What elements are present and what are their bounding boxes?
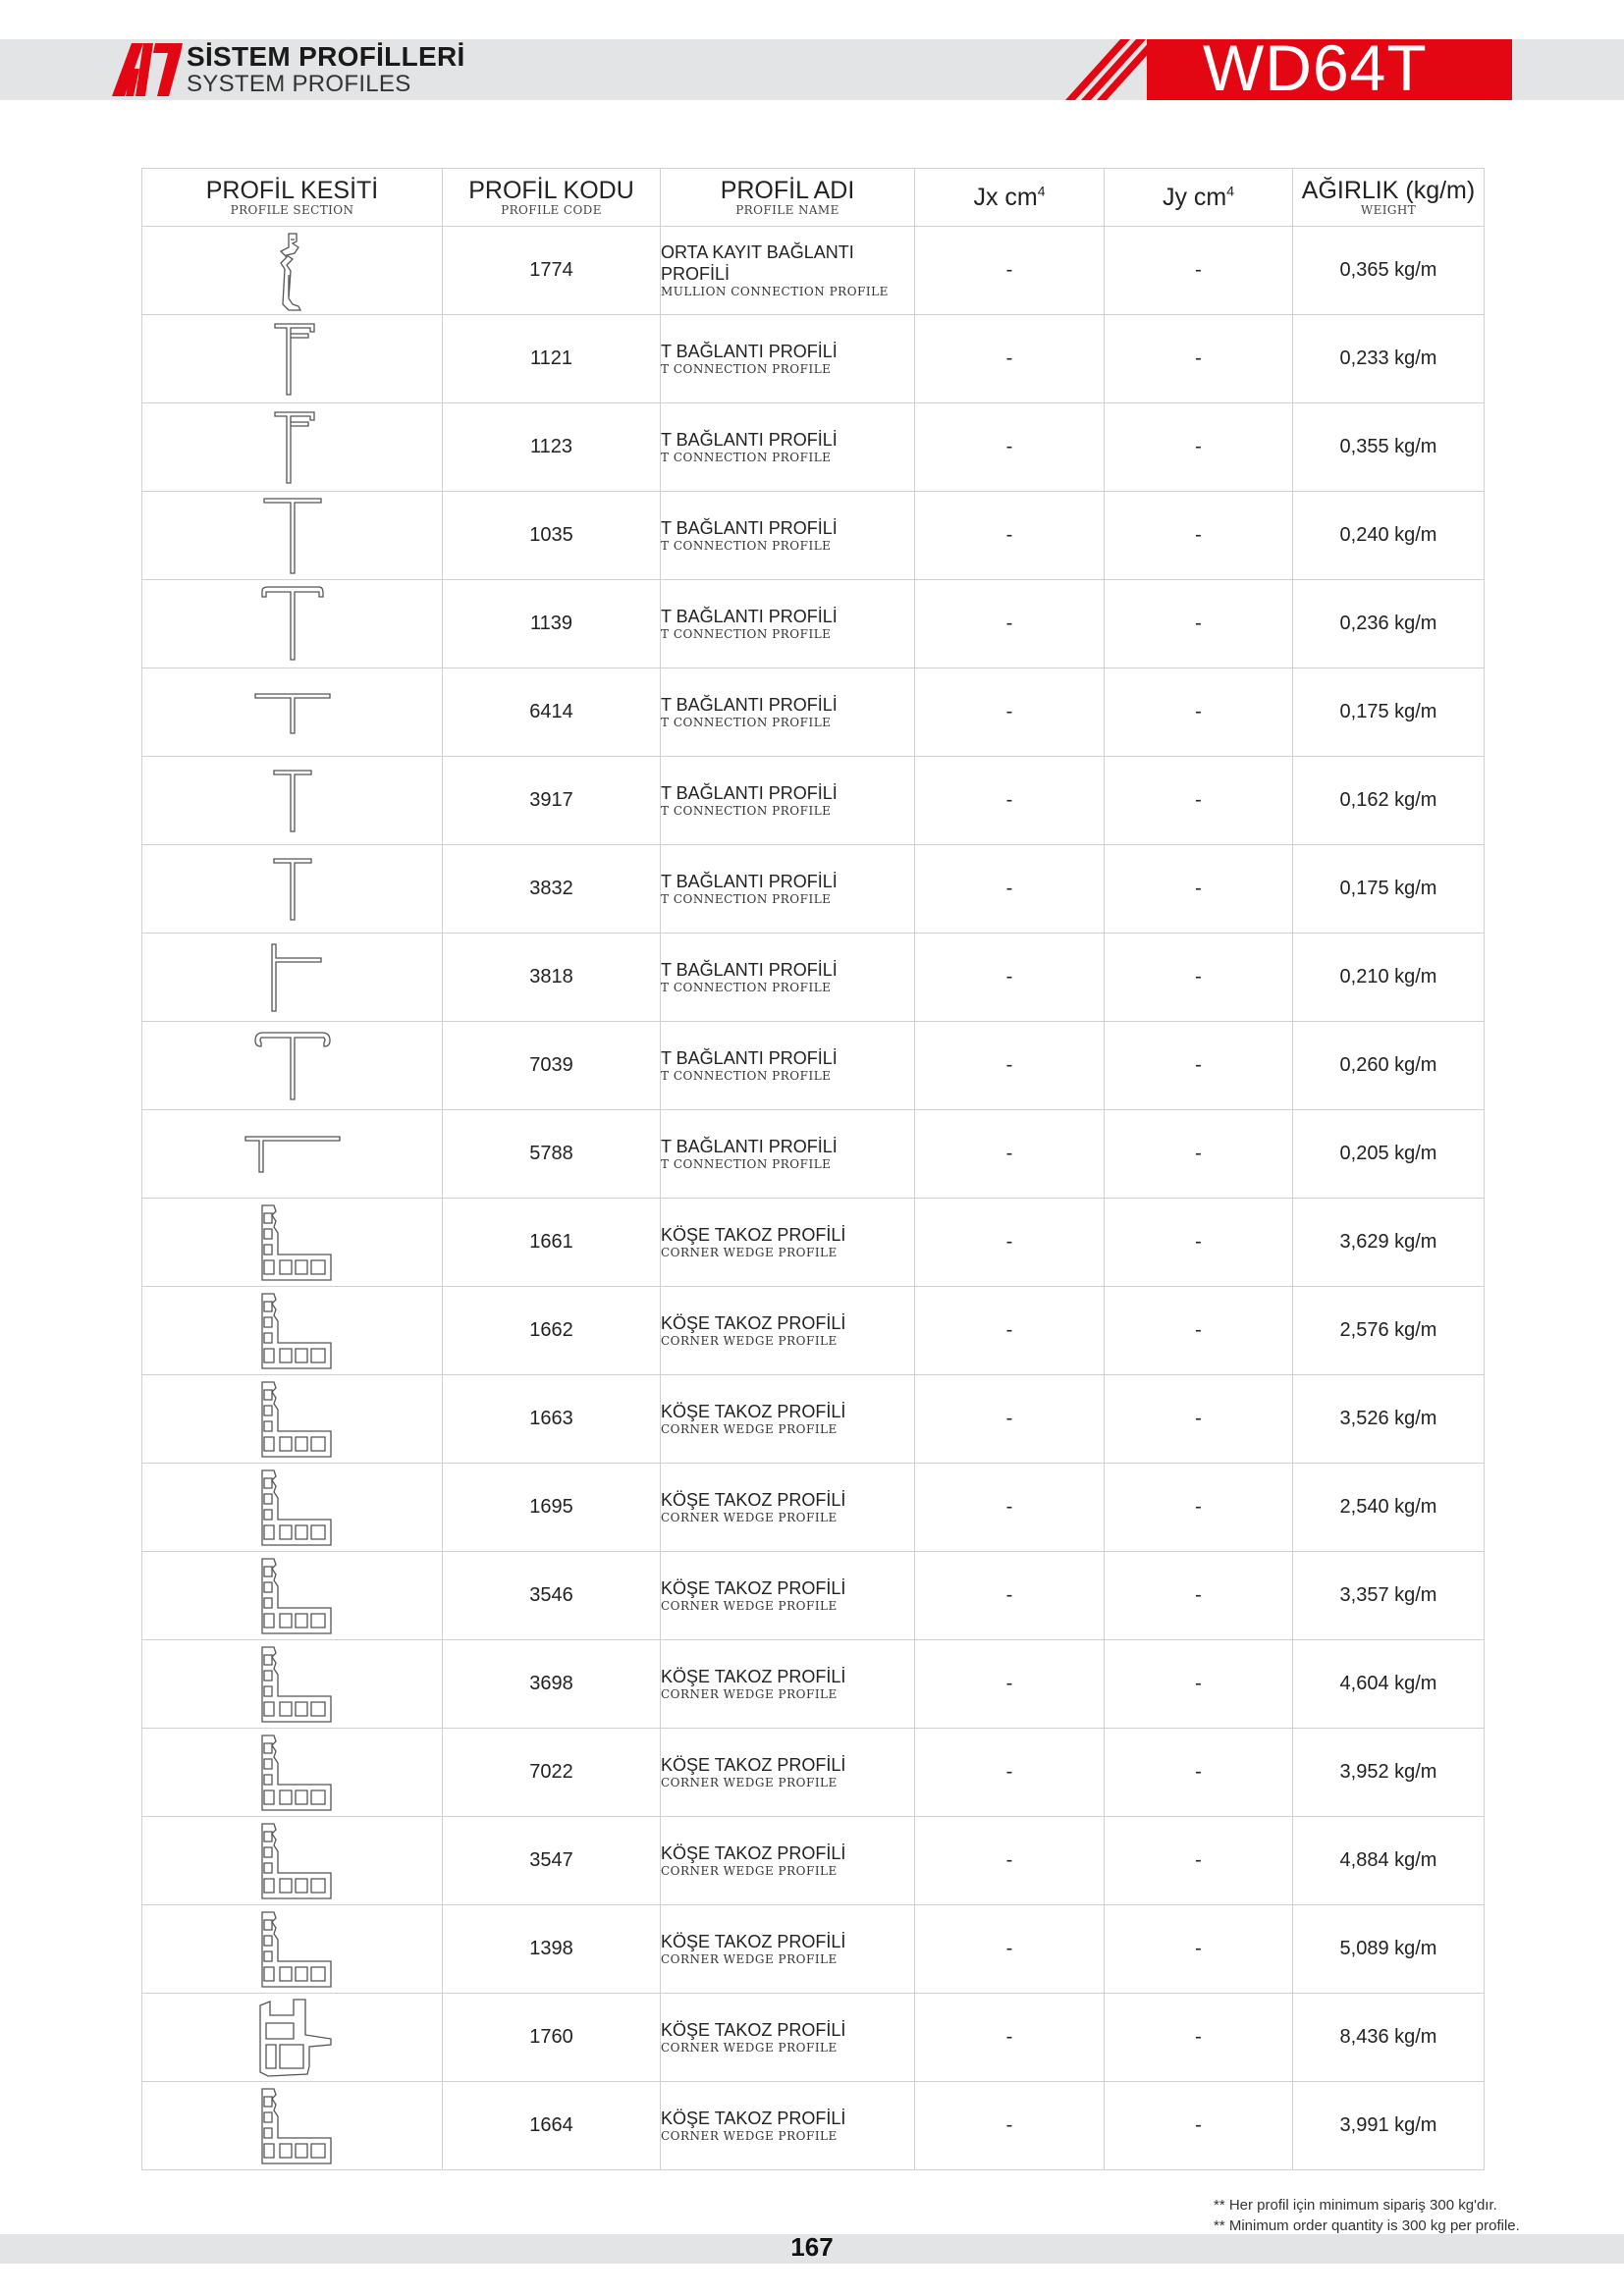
profile-jy: - <box>1105 1199 1293 1287</box>
profile-jx: - <box>915 2082 1105 2170</box>
col-header-jy-sup: 4 <box>1226 183 1235 199</box>
profile-weight: 3,991 kg/m <box>1293 2082 1485 2170</box>
profile-name <box>661 1905 915 1994</box>
profile-jx: - <box>915 1375 1105 1464</box>
profile-code: 1695 <box>443 1464 661 1552</box>
profile-code: 5788 <box>443 1110 661 1199</box>
profile-code: 1774 <box>443 227 661 315</box>
profile-weight: 0,365 kg/m <box>1293 227 1485 315</box>
profile-code: 1664 <box>443 2082 661 2170</box>
profile-name <box>661 1287 915 1375</box>
profile-jy: - <box>1105 757 1293 845</box>
profile-jy: - <box>1105 668 1293 757</box>
profile-section-drawing <box>142 1994 443 2082</box>
profile-jy: - <box>1105 315 1293 403</box>
profile-name-tr: T BAĞLANTI PROFİLİ <box>661 783 838 803</box>
profile-jx: - <box>915 1287 1105 1375</box>
col-header-weight-tr: AĞIRLIK (kg/m) <box>1301 177 1476 204</box>
col-header-jy-label: Jy cm <box>1162 183 1227 211</box>
profile-section-drawing <box>142 1552 443 1640</box>
profile-name-tr: T BAĞLANTI PROFİLİ <box>661 960 838 980</box>
table-row <box>142 227 1485 315</box>
profile-section-drawing <box>142 1817 443 1905</box>
profile-jy: - <box>1105 403 1293 492</box>
profile-name-en: CORNER WEDGE PROFILE <box>661 1422 838 1436</box>
col-header-name-tr: PROFİL ADI <box>720 177 855 204</box>
profile-name-en: CORNER WEDGE PROFILE <box>661 2129 838 2143</box>
profile-jx: - <box>915 1464 1105 1552</box>
profile-weight: 3,952 kg/m <box>1293 1729 1485 1817</box>
profile-section-drawing <box>142 845 443 934</box>
profile-weight: 0,175 kg/m <box>1293 668 1485 757</box>
table-row <box>142 1905 1485 1994</box>
profile-section-drawing <box>142 668 443 757</box>
table-row <box>142 934 1485 1022</box>
profile-code: 3547 <box>443 1817 661 1905</box>
profile-section-drawing <box>142 1640 443 1729</box>
profile-name-tr: KÖŞE TAKOZ PROFİLİ <box>661 1667 846 1686</box>
profile-code: 6414 <box>443 668 661 757</box>
profile-table <box>141 168 1485 2170</box>
profile-section-drawing <box>142 2082 443 2170</box>
profile-name <box>661 1464 915 1552</box>
profile-name-tr: ORTA KAYIT BAĞLANTI PROFİLİ <box>661 242 854 284</box>
col-header-code-tr: PROFİL KODU <box>468 177 634 204</box>
table-row <box>142 1640 1485 1729</box>
profile-name <box>661 580 915 668</box>
profile-jx: - <box>915 1022 1105 1110</box>
profile-name <box>661 1817 915 1905</box>
profile-weight: 0,162 kg/m <box>1293 757 1485 845</box>
profile-code: 3832 <box>443 845 661 934</box>
profile-weight: 0,240 kg/m <box>1293 492 1485 580</box>
col-header-jx-label: Jx cm <box>973 183 1038 211</box>
profile-name-en: T CONNECTION PROFILE <box>661 981 832 994</box>
profile-code: 7022 <box>443 1729 661 1817</box>
table-row <box>142 668 1485 757</box>
profile-jx: - <box>915 1905 1105 1994</box>
col-header-section-tr: PROFİL KESİTİ <box>205 177 379 204</box>
profile-jx: - <box>915 757 1105 845</box>
profile-jx: - <box>915 1552 1105 1640</box>
profile-weight: 3,629 kg/m <box>1293 1199 1485 1287</box>
profile-weight: 3,357 kg/m <box>1293 1552 1485 1640</box>
profile-name <box>661 1729 915 1817</box>
profile-weight: 3,526 kg/m <box>1293 1375 1485 1464</box>
col-header-name <box>661 169 915 227</box>
table-row <box>142 580 1485 668</box>
profile-code: 1139 <box>443 580 661 668</box>
profile-jx: - <box>915 580 1105 668</box>
profile-jy: - <box>1105 492 1293 580</box>
profile-name-en: CORNER WEDGE PROFILE <box>661 1776 838 1789</box>
profile-code: 1123 <box>443 403 661 492</box>
profile-weight: 0,236 kg/m <box>1293 580 1485 668</box>
model-code: WD64T <box>1203 31 1428 104</box>
table-row <box>142 845 1485 934</box>
col-header-weight-en: WEIGHT <box>1360 203 1417 217</box>
profile-section-drawing <box>142 227 443 315</box>
profile-jy: - <box>1105 1994 1293 2082</box>
profile-name <box>661 227 915 315</box>
table-row <box>142 492 1485 580</box>
profile-weight: 0,233 kg/m <box>1293 315 1485 403</box>
profile-name <box>661 492 915 580</box>
profile-name-en: CORNER WEDGE PROFILE <box>661 1952 838 1966</box>
table-row <box>142 1110 1485 1199</box>
profile-jy: - <box>1105 934 1293 1022</box>
col-header-code-en: PROFILE CODE <box>501 203 602 217</box>
profile-section-drawing <box>142 1110 443 1199</box>
table-row <box>142 1729 1485 1817</box>
profile-section-drawing <box>142 757 443 845</box>
profile-name-en: CORNER WEDGE PROFILE <box>661 1511 838 1524</box>
profile-code: 1661 <box>443 1199 661 1287</box>
profile-section-drawing <box>142 1375 443 1464</box>
profile-name-tr: KÖŞE TAKOZ PROFİLİ <box>661 1313 846 1333</box>
brand-logo <box>110 39 185 100</box>
col-header-name-en: PROFILE NAME <box>735 203 839 217</box>
table-row <box>142 1287 1485 1375</box>
col-header-weight <box>1293 169 1485 227</box>
profile-jy: - <box>1105 1287 1293 1375</box>
profile-jx: - <box>915 1994 1105 2082</box>
profile-jy: - <box>1105 1110 1293 1199</box>
profile-section-drawing <box>142 1464 443 1552</box>
profile-section-drawing <box>142 1287 443 1375</box>
profile-jy: - <box>1105 1552 1293 1640</box>
profile-code: 3818 <box>443 934 661 1022</box>
table-header-row <box>142 169 1485 227</box>
profile-jx: - <box>915 492 1105 580</box>
profile-name-tr: KÖŞE TAKOZ PROFİLİ <box>661 1755 846 1775</box>
profile-section-drawing <box>142 934 443 1022</box>
profile-name-tr: KÖŞE TAKOZ PROFİLİ <box>661 1932 846 1951</box>
profile-name-tr: T BAĞLANTI PROFİLİ <box>661 518 838 538</box>
table-row <box>142 1022 1485 1110</box>
profile-code: 1663 <box>443 1375 661 1464</box>
profile-name-tr: KÖŞE TAKOZ PROFİLİ <box>661 2109 846 2128</box>
profile-code: 7039 <box>443 1022 661 1110</box>
profile-code: 1035 <box>443 492 661 580</box>
col-header-jx-sup: 4 <box>1037 183 1046 199</box>
profile-weight: 5,089 kg/m <box>1293 1905 1485 1994</box>
profile-name-en: T CONNECTION PROFILE <box>661 892 832 906</box>
profile-name-tr: T BAĞLANTI PROFİLİ <box>661 1137 838 1156</box>
col-header-section-en: PROFILE SECTION <box>230 203 354 217</box>
profile-section-drawing <box>142 1905 443 1994</box>
profile-name-en: MULLION CONNECTION PROFILE <box>661 285 889 298</box>
profile-jx: - <box>915 227 1105 315</box>
table-row <box>142 315 1485 403</box>
profile-section-drawing <box>142 492 443 580</box>
table-row <box>142 757 1485 845</box>
table-row <box>142 1994 1485 2082</box>
profile-name <box>661 934 915 1022</box>
profile-name-en: CORNER WEDGE PROFILE <box>661 1864 838 1878</box>
profile-name-en: T CONNECTION PROFILE <box>661 1069 832 1083</box>
profile-name <box>661 403 915 492</box>
table-row <box>142 1817 1485 1905</box>
profile-weight: 2,576 kg/m <box>1293 1287 1485 1375</box>
profile-name-tr: KÖŞE TAKOZ PROFİLİ <box>661 2020 846 2040</box>
profile-code: 3917 <box>443 757 661 845</box>
profile-jy: - <box>1105 227 1293 315</box>
profile-name-en: T CONNECTION PROFILE <box>661 804 832 818</box>
profile-weight: 8,436 kg/m <box>1293 1994 1485 2082</box>
profile-section-drawing <box>142 1729 443 1817</box>
profile-weight: 0,355 kg/m <box>1293 403 1485 492</box>
table-row <box>142 1552 1485 1640</box>
profile-name-en: CORNER WEDGE PROFILE <box>661 2041 838 2055</box>
profile-name-tr: KÖŞE TAKOZ PROFİLİ <box>661 1843 846 1863</box>
profile-jx: - <box>915 1729 1105 1817</box>
profile-jx: - <box>915 845 1105 934</box>
profile-name-en: T CONNECTION PROFILE <box>661 451 832 464</box>
profile-weight: 4,884 kg/m <box>1293 1817 1485 1905</box>
profile-weight: 0,175 kg/m <box>1293 845 1485 934</box>
profile-name <box>661 1994 915 2082</box>
profile-name-tr: KÖŞE TAKOZ PROFİLİ <box>661 1578 846 1598</box>
profile-section-drawing <box>142 403 443 492</box>
col-header-code <box>443 169 661 227</box>
profile-code: 3698 <box>443 1640 661 1729</box>
profile-name-tr: T BAĞLANTI PROFİLİ <box>661 695 838 715</box>
profile-jy: - <box>1105 1022 1293 1110</box>
table-row <box>142 2082 1485 2170</box>
table-row <box>142 1199 1485 1287</box>
profile-name-tr: T BAĞLANTI PROFİLİ <box>661 1048 838 1068</box>
profile-name-tr: KÖŞE TAKOZ PROFİLİ <box>661 1402 846 1421</box>
profile-section-drawing <box>142 1022 443 1110</box>
footer-note-tr: ** Her profil için minimum sipariş 300 kg'dır. <box>1214 2197 1497 2214</box>
profile-name <box>661 1199 915 1287</box>
profile-name-en: CORNER WEDGE PROFILE <box>661 1599 838 1613</box>
profile-name-tr: T BAĞLANTI PROFİLİ <box>661 607 838 626</box>
table-row <box>142 1464 1485 1552</box>
profile-weight: 0,260 kg/m <box>1293 1022 1485 1110</box>
profile-jx: - <box>915 1817 1105 1905</box>
profile-name <box>661 1640 915 1729</box>
profile-name-en: T CONNECTION PROFILE <box>661 716 832 729</box>
profile-code: 1398 <box>443 1905 661 1994</box>
profile-jy: - <box>1105 1905 1293 1994</box>
page-number: 167 <box>790 2232 834 2262</box>
table-row <box>142 1375 1485 1464</box>
profile-jy: - <box>1105 1464 1293 1552</box>
profile-section-drawing <box>142 1199 443 1287</box>
profile-weight: 0,205 kg/m <box>1293 1110 1485 1199</box>
col-header-jy <box>1105 169 1293 227</box>
profile-name <box>661 1375 915 1464</box>
profile-jy: - <box>1105 1640 1293 1729</box>
profile-code: 1662 <box>443 1287 661 1375</box>
profile-name-en: CORNER WEDGE PROFILE <box>661 1687 838 1701</box>
profile-jy: - <box>1105 580 1293 668</box>
profile-name <box>661 1552 915 1640</box>
brand-title-tr: SİSTEM PROFİLLERİ <box>187 41 465 72</box>
profile-jx: - <box>915 403 1105 492</box>
col-header-section <box>142 169 443 227</box>
profile-name-tr: T BAĞLANTI PROFİLİ <box>661 430 838 450</box>
profile-name-tr: T BAĞLANTI PROFİLİ <box>661 342 838 361</box>
profile-jx: - <box>915 1640 1105 1729</box>
profile-name-en: T CONNECTION PROFILE <box>661 1157 832 1171</box>
profile-name-en: CORNER WEDGE PROFILE <box>661 1334 838 1348</box>
profile-name-tr: KÖŞE TAKOZ PROFİLİ <box>661 1490 846 1510</box>
profile-name <box>661 757 915 845</box>
profile-jy: - <box>1105 1817 1293 1905</box>
profile-name <box>661 2082 915 2170</box>
brand-title-en: SYSTEM PROFILES <box>187 71 411 97</box>
col-header-jx <box>915 169 1105 227</box>
profile-weight: 0,210 kg/m <box>1293 934 1485 1022</box>
profile-jy: - <box>1105 1375 1293 1464</box>
profile-name-tr: KÖŞE TAKOZ PROFİLİ <box>661 1225 846 1245</box>
profile-jy: - <box>1105 845 1293 934</box>
profile-name-en: T CONNECTION PROFILE <box>661 362 832 376</box>
profile-jy: - <box>1105 1729 1293 1817</box>
profile-name <box>661 315 915 403</box>
table-row <box>142 403 1485 492</box>
footer-note-en: ** Minimum order quantity is 300 kg per profile. <box>1214 2217 1520 2234</box>
profile-jx: - <box>915 1199 1105 1287</box>
profile-jx: - <box>915 668 1105 757</box>
profile-name-en: T CONNECTION PROFILE <box>661 539 832 553</box>
profile-name-en: CORNER WEDGE PROFILE <box>661 1246 838 1259</box>
profile-section-drawing <box>142 580 443 668</box>
profile-name <box>661 1110 915 1199</box>
profile-jy: - <box>1105 2082 1293 2170</box>
profile-name-en: T CONNECTION PROFILE <box>661 627 832 641</box>
profile-section-drawing <box>142 315 443 403</box>
profile-weight: 4,604 kg/m <box>1293 1640 1485 1729</box>
profile-name-tr: T BAĞLANTI PROFİLİ <box>661 872 838 891</box>
profile-name <box>661 845 915 934</box>
profile-name <box>661 668 915 757</box>
profile-code: 1121 <box>443 315 661 403</box>
profile-jx: - <box>915 1110 1105 1199</box>
profile-jx: - <box>915 315 1105 403</box>
profile-jx: - <box>915 934 1105 1022</box>
profile-code: 3546 <box>443 1552 661 1640</box>
profile-code: 1760 <box>443 1994 661 2082</box>
profile-weight: 2,540 kg/m <box>1293 1464 1485 1552</box>
profile-name <box>661 1022 915 1110</box>
